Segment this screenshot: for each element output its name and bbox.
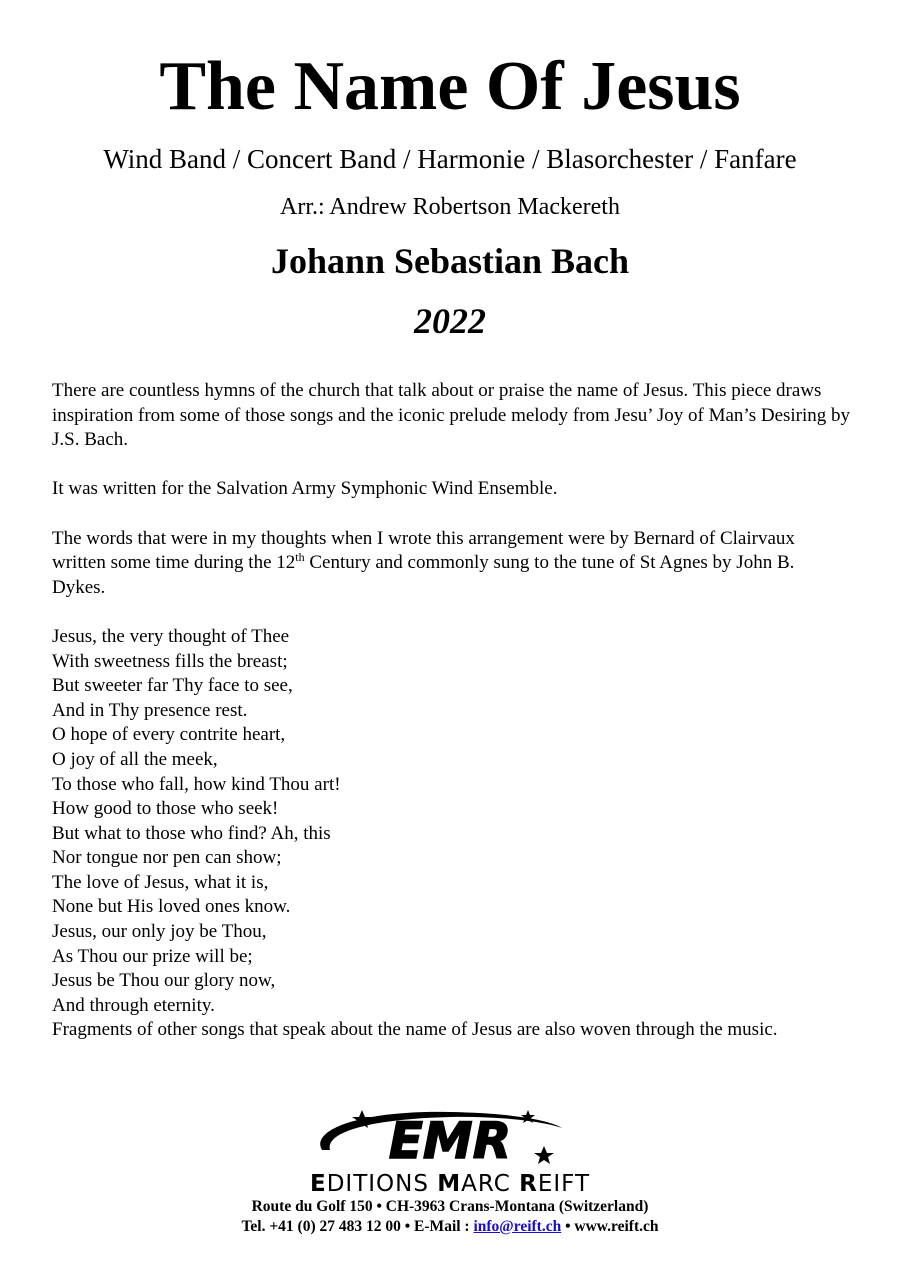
description [52, 379, 852, 1043]
publisher-text-1: DITIONS [326, 1171, 438, 1197]
publisher-text-2: ARC [461, 1171, 520, 1197]
logo-lettering: EMR [388, 1112, 512, 1170]
lyric-line: And through eternity. [52, 994, 215, 1016]
star-icon [534, 1146, 554, 1164]
publisher-initial-e: E [309, 1171, 327, 1197]
emr-logo [300, 1106, 600, 1172]
lyric-line: Nor tongue nor pen can show; [52, 847, 282, 869]
contact-phone: Tel. +41 (0) 27 483 12 00 • E-Mail : [241, 1218, 474, 1235]
paragraph-dedication: It was written for the Salvation Army Symphonic Wind Ensemble. [52, 478, 558, 500]
publisher-initial-m: M [437, 1171, 462, 1197]
paragraph-intro: There are countless hymns of the church that talk about or praise the name of Jesus. This piece draws inspiration from some of those songs and the iconic prelude melody from Jesu’ Joy of Man’s Desiring by J.S. Bach. [52, 380, 851, 451]
lyric-line: The love of Jesus, what it is, [52, 871, 269, 893]
hymn-lyrics [52, 625, 852, 1019]
lyric-line: Jesus, the very thought of Thee [52, 625, 290, 647]
lyric-line: And in Thy presence rest. [52, 699, 248, 721]
paragraph-closing: Fragments of other songs that speak about the name of Jesus are also woven through the music. [52, 1019, 778, 1041]
publisher-initial-r: R [519, 1171, 538, 1197]
publisher-name [0, 1170, 900, 1198]
paragraph-words [52, 527, 852, 601]
lyric-line: Jesus be Thou our glory now, [52, 970, 276, 992]
arranger-credit: Arr.: Andrew Robertson Mackereth [280, 194, 620, 220]
ordinal-superscript: th [295, 550, 305, 565]
instrumentation-subtitle: Wind Band / Concert Band / Harmonie / Blasorchester / Fanfare [103, 144, 797, 174]
year: 2022 [414, 301, 486, 341]
publisher-address: Route du Golf 150 • CH-3963 Crans-Montana (Switzerland) [251, 1198, 649, 1215]
email-link[interactable]: info@reift.ch [473, 1218, 562, 1235]
lyric-line: To those who fall, how kind Thou art! [52, 773, 341, 795]
contact-website: • www.reift.ch [561, 1218, 659, 1235]
lyric-line: But sweeter far Thy face to see, [52, 675, 293, 697]
lyric-line: O joy of all the meek, [52, 748, 218, 770]
lyric-line: O hope of every contrite heart, [52, 724, 286, 746]
lyric-line: But what to those who find? Ah, this [52, 822, 331, 844]
lyric-line: None but His loved ones know. [52, 896, 291, 918]
page-title: The Name Of Jesus [159, 48, 741, 125]
lyric-line: Jesus, our only joy be Thou, [52, 921, 267, 943]
lyric-line: How good to those who seek! [52, 798, 279, 820]
composer-name: Johann Sebastian Bach [270, 241, 630, 281]
publisher-contact [0, 1217, 900, 1237]
lyric-line: As Thou our prize will be; [52, 945, 253, 967]
publisher-text-3: EIFT [537, 1171, 591, 1197]
lyric-line: With sweetness fills the breast; [52, 650, 288, 672]
paragraph-words-text-1: The words that were in my thoughts when I wrote this arrangement were by Bernard of Clairvaux written some time during the 12 [52, 527, 795, 574]
paragraph-words-text-2: Century and commonly sung to the tune of St Agnes by John B. Dykes. [52, 552, 795, 598]
